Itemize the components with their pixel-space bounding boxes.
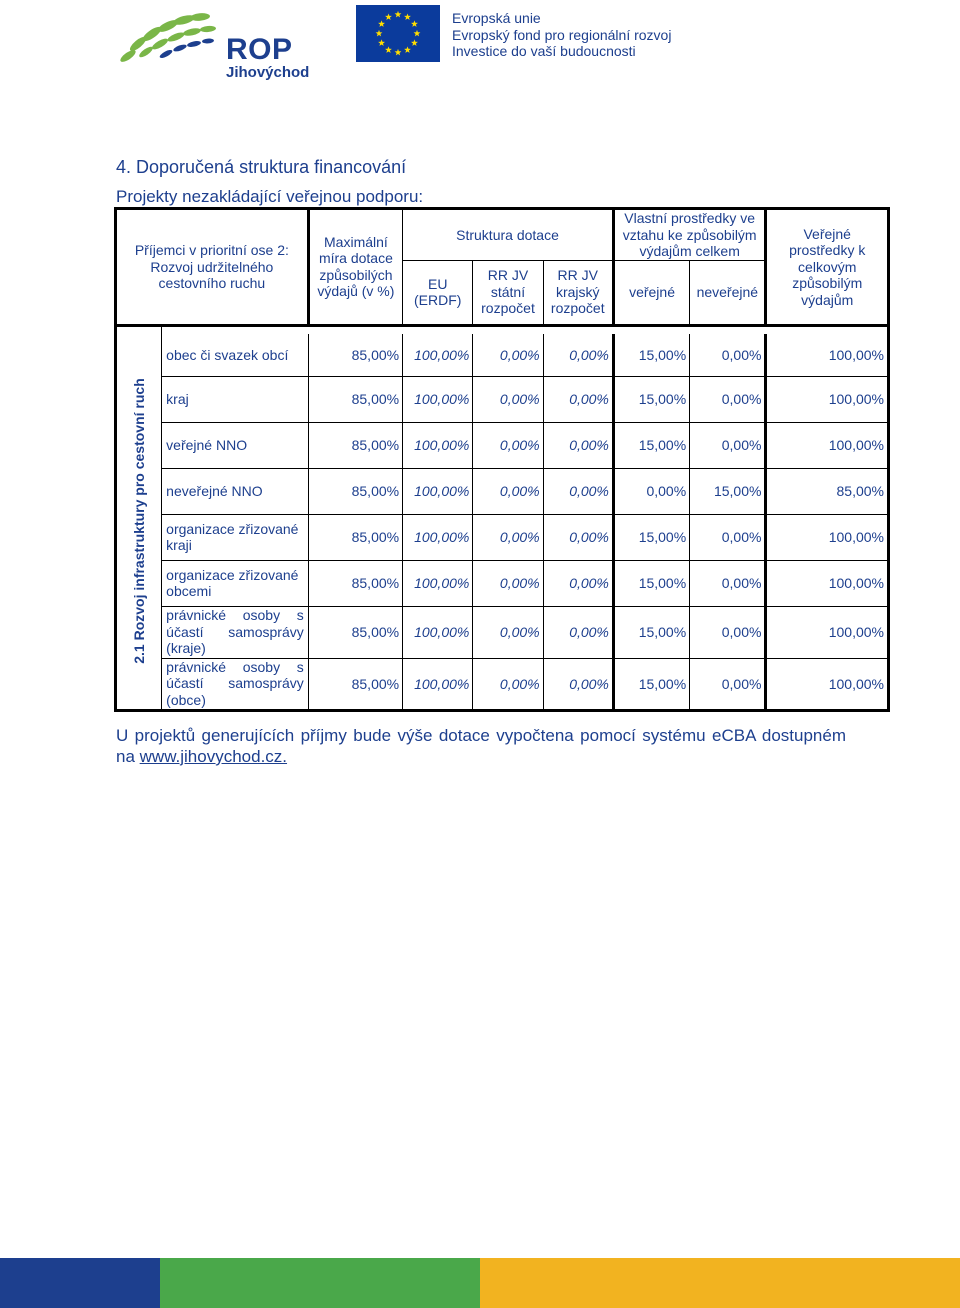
row-label: veřejné NNO [162,422,309,468]
jihovychod-link[interactable]: www.jihovychod.cz. [139,747,288,766]
cell-eu-share: 100,00% [403,658,473,710]
cell-rr-regional-share: 0,00% [543,468,613,514]
table-row [116,468,889,514]
cell-max-rate: 85,00% [308,468,402,514]
cell-public-share: 15,00% [613,422,689,468]
cell-rr-state-share: 0,00% [473,422,543,468]
eu-line-1: Evropská unie [452,10,541,26]
table-row [116,334,889,376]
cell-public-share: 15,00% [613,658,689,710]
cell-max-rate: 85,00% [308,422,402,468]
eu-text-block [452,10,671,60]
cell-rr-state-share: 0,00% [473,376,543,422]
footer-bar-blue [0,1258,160,1308]
group-label-cell [116,334,162,710]
cell-max-rate: 85,00% [308,606,402,658]
cell-public-total: 100,00% [766,560,889,606]
cell-max-rate: 85,00% [308,334,402,376]
header-public: veřejné [613,260,689,325]
cell-eu-share: 100,00% [403,606,473,658]
cell-eu-share: 100,00% [403,468,473,514]
cell-nonpublic-share: 0,00% [690,560,766,606]
cell-public-total: 100,00% [766,606,889,658]
section-title: 4. Doporučená struktura financování [116,157,407,177]
cell-rr-regional-share: 0,00% [543,422,613,468]
ecba-note-text: U projektů generujících příjmy bude výše dotace vypočtena pomocí systému eCBA dostupném na [116,726,846,766]
cell-rr-state-share: 0,00% [473,658,543,710]
footer-bar-green [160,1258,480,1308]
table-row [116,606,889,658]
cell-public-total: 100,00% [766,376,889,422]
cell-nonpublic-share: 0,00% [690,658,766,710]
cell-max-rate: 85,00% [308,376,402,422]
footer-bar-yellow [480,1258,960,1308]
cell-public-share: 15,00% [613,606,689,658]
header-eu: EU (ERDF) [403,260,473,325]
cell-rr-regional-share: 0,00% [543,334,613,376]
cell-rr-state-share: 0,00% [473,334,543,376]
eu-line-3: Investice do vaší budoucnosti [452,43,636,59]
cell-eu-share: 100,00% [403,334,473,376]
table-row [116,658,889,710]
row-label: neveřejné NNO [162,468,309,514]
cell-rr-state-share: 0,00% [473,606,543,658]
header-rr-regional: RR JV krajský rozpočet [543,260,613,325]
cell-rr-state-share: 0,00% [473,514,543,560]
cell-public-share: 15,00% [613,514,689,560]
table-row [116,422,889,468]
cell-max-rate: 85,00% [308,514,402,560]
cell-nonpublic-share: 0,00% [690,606,766,658]
table-row [116,514,889,560]
group-label: 2.1 Rozvoj infrastruktury pro cestovní ruch [131,378,148,665]
eu-line-2: Evropský fond pro regionální rozvoj [452,26,672,43]
spacer-cell [116,325,162,334]
rop-logo-text: ROP [226,33,293,66]
cell-public-share: 15,00% [613,560,689,606]
ecba-note [116,725,846,767]
cell-public-total: 100,00% [766,514,889,560]
cell-public-share: 15,00% [613,334,689,376]
cell-public-total: 100,00% [766,658,889,710]
cell-eu-share: 100,00% [403,514,473,560]
row-label: právnické osoby s účastí samosprávy (kraje) [162,606,309,658]
row-label: organizace zřizované obcemi [162,560,309,606]
header-recipients: Příjemci v prioritní ose 2: Rozvoj udržitelného cestovního ruchu [116,209,309,326]
cell-nonpublic-share: 0,00% [690,514,766,560]
header-rr-state: RR JV státní rozpočet [473,260,543,325]
row-label: kraj [162,376,309,422]
cell-nonpublic-share: 0,00% [690,334,766,376]
header-structure: Struktura dotace [403,209,614,261]
section-subtitle: Projekty nezakládající veřejnou podporu: [116,187,424,206]
cell-nonpublic-share: 15,00% [690,468,766,514]
header-own-funds: Vlastní prostředky ve vztahu ke způsobilým výdajům celkem [613,209,766,261]
cell-rr-regional-share: 0,00% [543,658,613,710]
financing-table [114,207,890,712]
cell-public-share: 0,00% [613,468,689,514]
table-row [116,376,889,422]
spacer-cell [162,325,766,334]
cell-public-total: 85,00% [766,468,889,514]
header-max-rate: Maximální míra dotace způsobilých výdajů (v %) [308,209,402,326]
cell-rr-state-share: 0,00% [473,468,543,514]
cell-public-total: 100,00% [766,334,889,376]
header-nonpublic: neveřejné [690,260,766,325]
row-label: právnické osoby s účastí samosprávy (obce) [162,658,309,710]
header-public-total: Veřejné prostředky k celkovým způsobilým výdajům [766,209,889,326]
row-label: organizace zřizované kraji [162,514,309,560]
cell-max-rate: 85,00% [308,658,402,710]
table-row [116,560,889,606]
cell-eu-share: 100,00% [403,376,473,422]
cell-eu-share: 100,00% [403,560,473,606]
rop-logo-subtext: Jihovýchod [226,64,310,81]
cell-eu-share: 100,00% [403,422,473,468]
cell-max-rate: 85,00% [308,560,402,606]
cell-nonpublic-share: 0,00% [690,422,766,468]
eu-flag-icon [356,5,440,62]
spacer-cell [766,325,889,334]
cell-rr-regional-share: 0,00% [543,560,613,606]
cell-rr-regional-share: 0,00% [543,376,613,422]
cell-public-total: 100,00% [766,422,889,468]
cell-rr-regional-share: 0,00% [543,606,613,658]
cell-public-share: 15,00% [613,376,689,422]
cell-rr-regional-share: 0,00% [543,514,613,560]
cell-rr-state-share: 0,00% [473,560,543,606]
row-label: obec či svazek obcí [162,334,309,376]
cell-nonpublic-share: 0,00% [690,376,766,422]
